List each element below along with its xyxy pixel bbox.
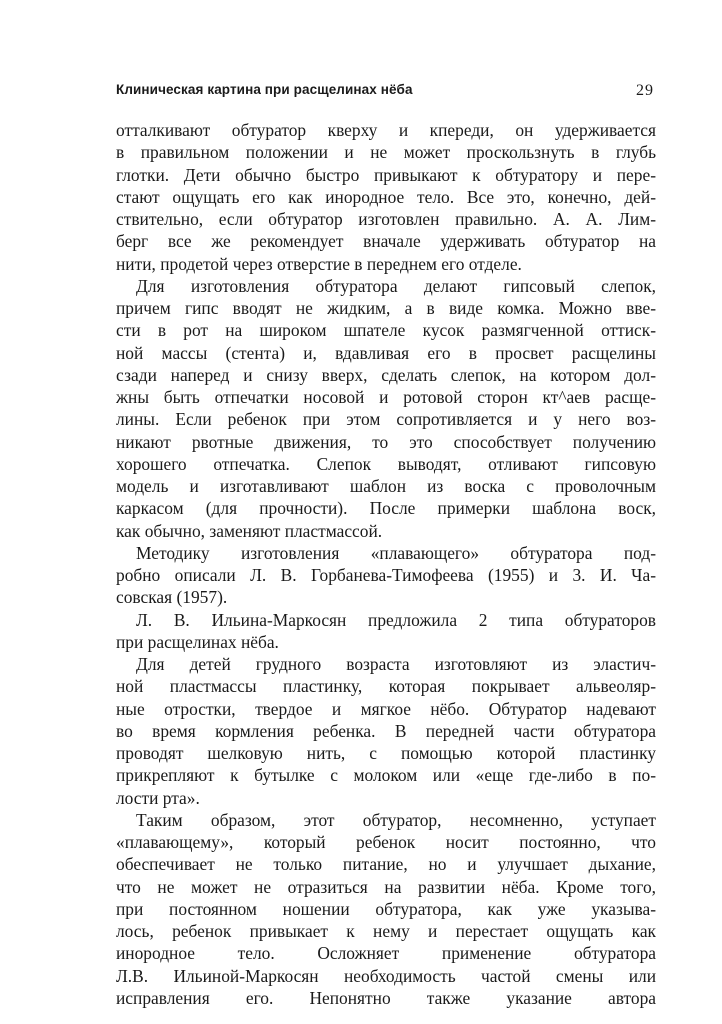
page-number: 29	[636, 82, 654, 99]
paragraph	[116, 119, 656, 275]
text-line: Для детей грудного возраста изготовляют из эластич-	[136, 654, 656, 674]
text-line: отталкивают обтуратор кверху и кпереди, он удерживается	[116, 120, 656, 140]
text-line: прикрепляют к бутылке с молоком или «еще где-либо в по-	[116, 765, 656, 786]
running-head	[116, 80, 656, 100]
text-line: никают рвотные движения, то это способствует получению	[116, 431, 656, 452]
text-line: проводят шелковую нить, с помощью которой пластинку	[116, 743, 656, 763]
text-line: совская (1957).	[116, 587, 228, 608]
text-line: причем гипс вводят не жидким, а в виде комка. Можно вве-	[116, 298, 656, 318]
text-line: ные отростки, твердое и мягкое нёбо. Обтуратор надевают	[116, 698, 656, 719]
paragraph	[116, 275, 656, 542]
text-line: при расщелинах нёба.	[116, 631, 279, 652]
text-line: при постоянном ношении обтуратора, как уже указыва-	[116, 898, 656, 919]
text-line: ной массы (стента) и, вдавливая его в просвет расщелины	[116, 342, 656, 363]
text-line: Л.В. Ильиной-Маркосян необходимость частой смены или	[116, 965, 656, 986]
paragraph	[116, 809, 656, 1009]
text-line: ной пластмассы пластинку, которая покрывает альвеоляр-	[116, 676, 656, 697]
text-line: в правильном положении и не может проскользнуть в глубь	[116, 142, 656, 163]
body-text	[116, 119, 656, 1009]
text-line: жны быть отпечатки носовой и ротовой сторон кт^аев расще-	[116, 387, 656, 407]
text-line: берг все же рекомендует вначале удерживать обтуратор на	[116, 231, 656, 252]
text-line: как обычно, заменяют пластмассой.	[116, 520, 383, 541]
text-line: исправления его. Непонятно также указание автора	[116, 987, 656, 1008]
text-line: во время кормления ребенка. В передней части обтуратора	[116, 720, 656, 741]
text-line: каркасом (для прочности). После примерки шаблона воск,	[116, 498, 656, 519]
text-line: сти в рот на широком шпателе кусок размягченной оттиск-	[116, 320, 656, 341]
text-line: «плавающему», который ребенок носит постоянно, что	[116, 832, 656, 852]
text-line: Методику изготовления «плавающего» обтуратора под-	[136, 542, 656, 563]
text-line: обеспечивает не только питание, но и улучшает дыхание,	[116, 854, 656, 875]
paragraph	[116, 609, 656, 654]
text-line: лины. Если ребенок при этом сопротивляется и у него воз-	[116, 409, 656, 430]
paragraph	[116, 542, 656, 609]
paragraph	[116, 653, 656, 809]
text-line: стают ощущать его как инородное тело. Все это, конечно, дей-	[116, 186, 656, 207]
text-line: Таким образом, этот обтуратор, несомненно, уступает	[136, 809, 656, 830]
text-line: глотки. Дети обычно быстро привыкают к обтуратору и пере-	[116, 164, 656, 185]
text-line: сзади наперед и снизу вверх, сделать слепок, на котором дол-	[116, 364, 656, 385]
text-line: ствительно, если обтуратор изготовлен правильно. А. А. Лим-	[116, 209, 656, 229]
text-line: нити, продетой через отверстие в переднем его отделе.	[116, 253, 522, 274]
text-line: Л. В. Ильина-Маркосян предложила 2 типа обтураторов	[136, 609, 656, 630]
running-title: Клиническая картина при расщелинах нёба	[116, 82, 413, 97]
text-line: что не может не отразиться на развитии нёба. Кроме того,	[116, 876, 656, 897]
text-line: лось, ребенок привыкает к нему и перестает ощущать как	[116, 921, 656, 941]
text-line: Для изготовления обтуратора делают гипсовый слепок,	[136, 275, 656, 296]
text-line: лости рта».	[116, 787, 200, 808]
text-line: робно описали Л. В. Горбанева-Тимофеева (1955) и 3. И. Ча-	[116, 565, 656, 585]
text-line: модель и изготавливают шаблон из воска с проволочным	[116, 476, 656, 496]
text-line: хорошего отпечатка. Слепок выводят, отливают гипсовую	[116, 453, 656, 474]
text-line: инородное тело. Осложняет применение обтуратора	[116, 943, 656, 964]
